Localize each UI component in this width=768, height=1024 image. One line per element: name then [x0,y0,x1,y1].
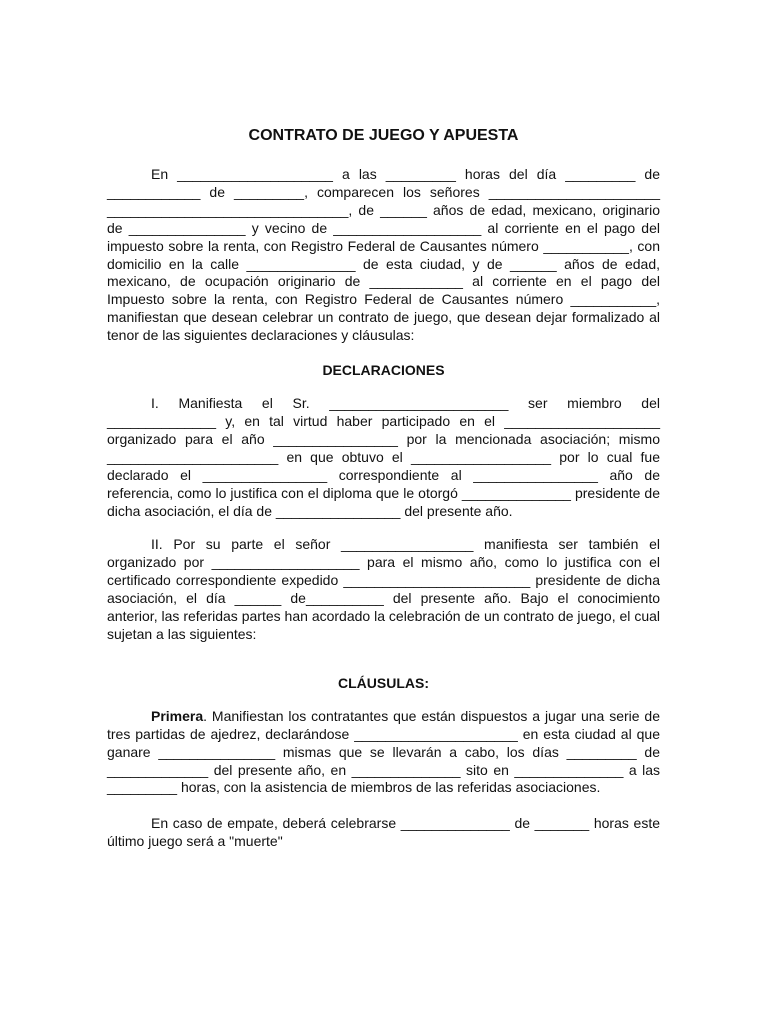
primera-text: . Manifiestan los contratantes que están dispuestos a jugar una serie de tres partidas de ajedrez, declarándose _____________________ en esta ciudad al que ganare _______________ mismas que se llevarán a cabo, los días _________ de _____________ del presente año, en ______________ sito en ______________ a las _________ horas, con la asistencia de miembros de las referidas asociaciones. [107,707,660,796]
empate-paragraph: En caso de empate, deberá celebrarse ______________ de _______ horas este último juego será a "muerte" [107,815,660,850]
intro-paragraph: En ____________________ a las _________ horas del día _________ de ____________ de _________, comparecen los señores ______________________ _______________________________, de ______ años de edad, mexicano, originario de _______________ y vecino de ___________________ al corriente en el pago del impuesto sobre la renta, con Registro Federal de Causantes número ___________, con domicilio en la calle ______________ de esta ciudad, y de ______ años de edad, mexicano, de ocupación originario de ____________ al corriente en el pago del Impuesto sobre la renta, con Registro Federal de Causantes número ___________, manifiestan que desean celebrar un contrato de juego, que desean dejar formalizado al tenor de las siguientes declaraciones y cláusulas: [107,166,660,344]
primera-label: Primera [151,707,204,724]
clausulas-heading: CLÁUSULAS: [338,674,429,691]
document-title: CONTRATO DE JUEGO Y APUESTA [248,127,519,144]
declaracion-2-paragraph: II. Por su parte el señor _________________ manifiesta ser también el organizado por ___________________ para el mismo año, como lo justifica con el certificado correspondiente expedido ________________________ presidente de dicha asociación, el día ______ de__________ del presente año. Bajo el conocimiento anterior, las referidas partes han acordado la celebración de un contrato de juego, el cual sujetan a las siguientes: [107,536,660,642]
primera-clausula-paragraph [107,708,660,798]
declaraciones-heading: DECLARACIONES [322,362,445,379]
document-page [107,118,660,851]
declaracion-1-paragraph: I. Manifiesta el Sr. _______________________ ser miembro del ______________ y, en tal virtud haber participado en el ____________________ organizado para el año ________________ por la mencionada asociación; mismo ______________________ en que obtuvo el __________________ por lo cual fue declarado el ________________ correspondiente al ________________ año de referencia, como lo justifica con el diploma que le otorgó ______________ presidente de dicha asociación, el día de ________________ del presente año. [107,395,660,519]
